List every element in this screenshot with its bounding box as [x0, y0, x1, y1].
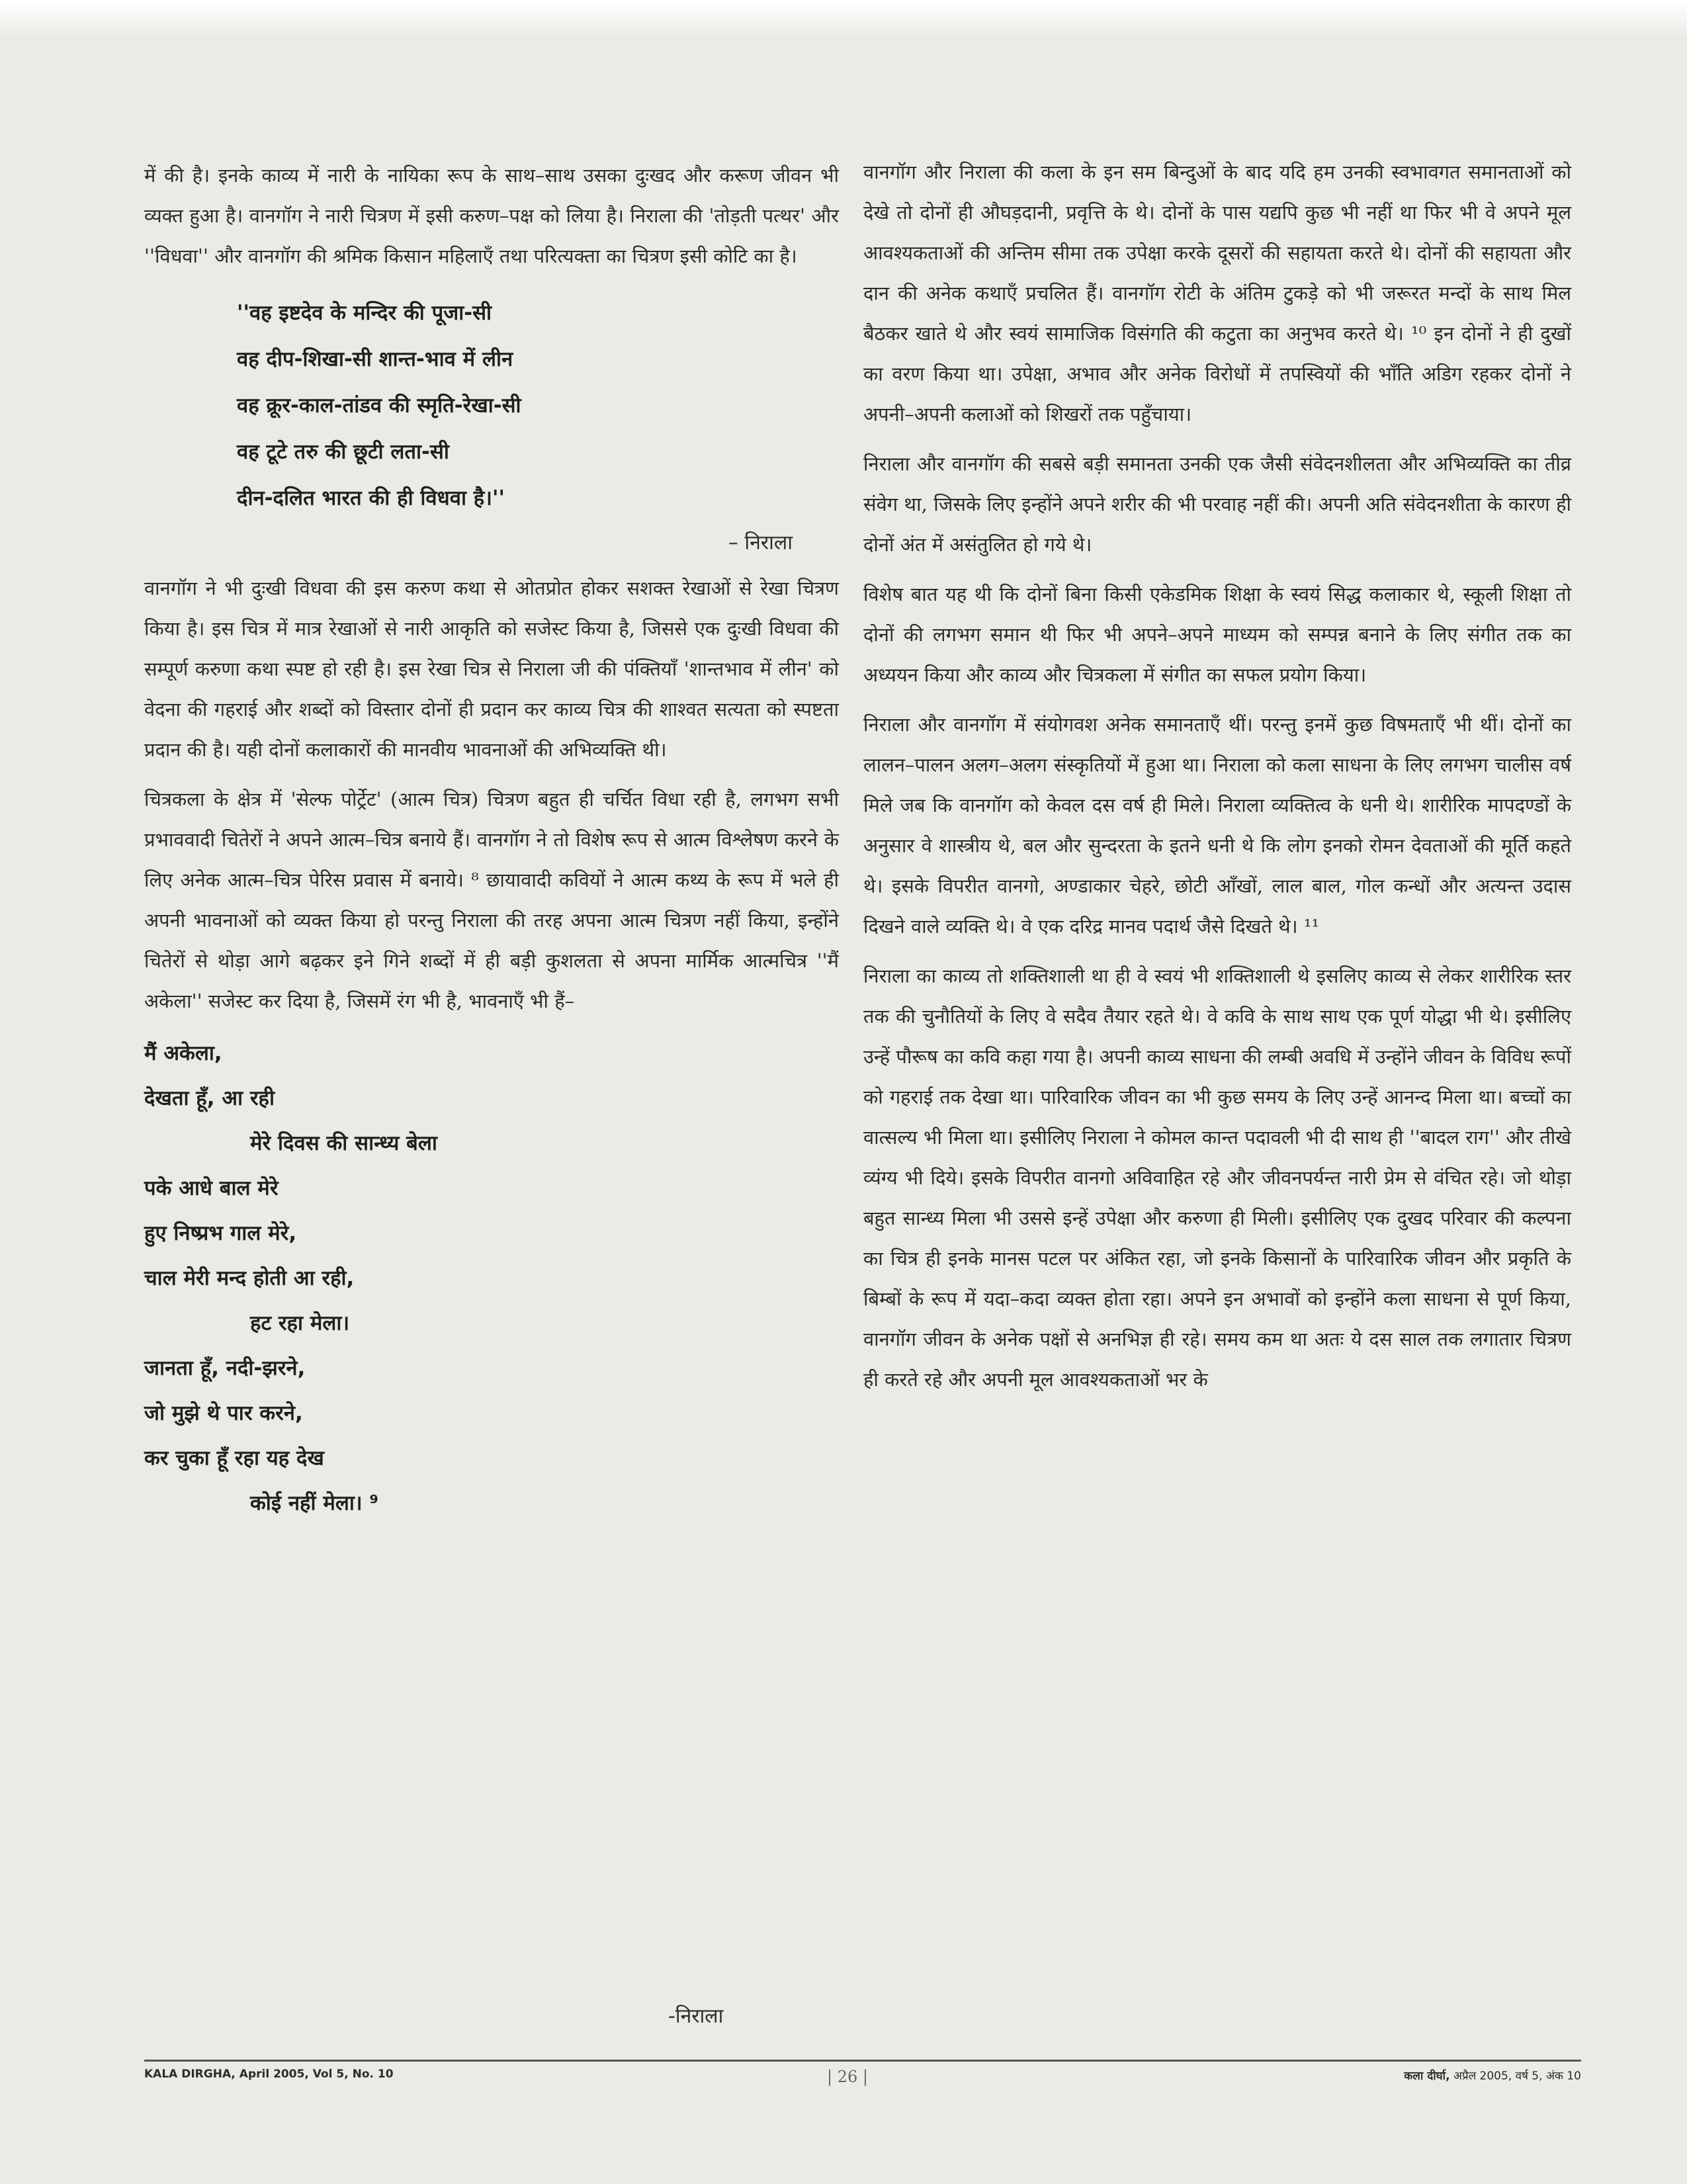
poem-attribution: – निराला: [728, 531, 793, 554]
poem-line: हुए निष्प्रभ गाल मेरे,: [144, 1221, 297, 1245]
poem-line: पके आधे बाल मेरे: [144, 1176, 279, 1200]
footer-rule: [144, 2060, 1581, 2062]
poem-line: जानता हूँ, नदी-झरने,: [144, 1356, 306, 1380]
right-paragraph-2: निराला और वानगॉग की सबसे बड़ी समानता उनकी एक जैसी संवेदनशीलता और अभिव्यक्ति का तीव्र संवेग था, जिसके लिए इन्होंने अपने शरीर की भी परवाह नहीं की। अपनी अति संवेदनशीता के कारण ही दोनों अंत में असंतुलित हो गये थे।: [863, 453, 1571, 556]
right-paragraph-3: विशेष बात यह थी कि दोनों बिना किसी एकेडमिक शिक्षा के स्वयं सिद्ध कलाकार थे, स्कूली शिक्षा तो दोनों की लगभग समान थी फिर भी अपने–अपने माध्यम को सम्पन्न बनाने के लिए संगीत तक का अध्ययन किया और काव्य और चित्रकला में संगीत का सफल प्रयोग किया।: [863, 583, 1571, 686]
poem-line: ''वह इष्टदेव के मन्दिर की पूजा-सी: [237, 301, 492, 325]
poem-line: हट रहा मेला।: [250, 1311, 350, 1335]
poem-line: मैं अकेला,: [144, 1041, 222, 1065]
footer-journal-title: कला दीर्घा,: [1404, 2070, 1450, 2083]
left-paragraph-2: वानगॉग ने भी दुःखी विधवा की इस करुण कथा से ओतप्रोत होकर सशक्त रेखाओं से रेखा चित्रण किया है। इस चित्र में मात्र रेखाओं से नारी आकृति को सजेस्ट किया है, जिससे एक दुःखी विधवा की सम्पूर्ण करुणा कथा स्पष्ट हो रही है। इस रेखा चित्र से निराला जी की पंक्तियाँ 'शान्तभाव में लीन' को वेदना की गहराई और शब्दों को विस्तार दोनों ही प्रदान कर काव्य चित्र की शाश्वत सत्यता को स्पष्टता प्रदान की है। यही दोनों कलाकारों की मानवीय भावनाओं की अभिव्यक्ति थी।: [144, 577, 839, 761]
poem-line: वह क्रूर-काल-तांडव की स्मृति-रेखा-सी: [237, 394, 521, 417]
right-paragraph-1: वानगॉग और निराला की कला के इन सम बिन्दुओं के बाद यदि हम उनकी स्वभावगत समानताओं को देखे तो दोनों ही औघड़दानी, प्रवृत्ति के थे। दोनों के पास यद्यपि कुछ भी नहीं था फिर भी वे अपने मूल आवश्यकताओं की अन्तिम सीमा तक उपेक्षा करके दूसरों की सहायता करते थे। दोनों की सहायता और दान की अनेक कथाएँ प्रचलित हैं। वानगॉग रोटी के अंतिम टुकड़े को भी जरूरत मन्दों के साथ मिल बैठकर खाते थे और स्वयं सामाजिक विसंगति की कटुता का अनुभव करते थे। ¹⁰ इन दोनों ने ही दुखों का वरण किया था। उपेक्षा, अभाव और अनेक विरोधों में तपस्वियों की भाँति अडिग रहकर दोनों ने अपनी–अपनी कलाओं को शिखरों तक पहुँचाया।: [863, 161, 1571, 425]
footer-journal-issue: अप्रैल 2005, वर्ष 5, अंक 10: [1449, 2070, 1581, 2083]
right-column: [863, 152, 1571, 1409]
poem-vidhwa: [237, 290, 839, 521]
page-number: | 26 |: [827, 2068, 868, 2086]
right-paragraph-5: निराला का काव्य तो शक्तिशाली था ही वे स्वयं भी शक्तिशाली थे इसलिए काव्य से लेकर शारीरिक स्तर तक की चुनौतियों के लिए वे सदैव तैयार रहते थे। वे कवि के साथ साथ एक पूर्ण योद्धा भी थे। इसीलिए उन्हें पौरूष का कवि कहा गया है। अपनी काव्य साधना की लम्बी अवधि में उन्होंने जीवन के विविध रूपों को गहराई तक देखा था। पारिवारिक जीवन का भी कुछ समय के लिए उन्हें आनन्द मिला था। बच्चों का वात्सल्य भी मिला था। इसीलिए निराला ने कोमल कान्त पदावली भी दी साथ ही ''बादल राग'' और तीखे व्यंग्य भी दिये। इसके विपरीत वानगो अविवाहित रहे और जीवनपर्यन्त नारी प्रेम से वंचित रहे। जो थोड़ा बहुत सान्ध्य मिला भी उससे इन्हें उपेक्षा और करुणा ही मिली। इसीलिए एक दुखद परिवार की कल्पना का चित्र ही इनके मानस पटल पर अंकित रहा, जो इनके किसानों के पारिवारिक जीवन और प्रकृति के बिम्बों के रूप में यदा–कदा व्यक्त होता रहा। अपने इन अभावों को इन्होंने कला साधना से पूर्ण किया, वानगॉग जीवन के अनेक पक्षों से अनभिज्ञ ही रहे। समय कम था अतः ये दस साल तक लगातार चित्रण ही करते रहे और अपनी मूल आवश्यकताओं भर के: [863, 965, 1571, 1391]
left-column: [144, 155, 839, 1526]
poem-line: कोई नहीं मेला। ⁹: [250, 1491, 379, 1515]
footer-journal-english: KALA DIRGHA, April 2005, Vol 5, No. 10: [144, 2068, 394, 2081]
poem-line: दीन-दलित भारत की ही विधवा है।'': [237, 486, 505, 510]
poem-line: मेरे दिवस की सान्ध्य बेला: [250, 1131, 437, 1155]
poem-line: कर चुका हूँ रहा यह देख: [144, 1446, 324, 1470]
poem-line: वह दीप-शिखा-सी शान्त-भाव में लीन: [237, 347, 513, 371]
right-paragraph-4: निराला और वानगॉग में संयोगवश अनेक समानताएँ थीं। परन्तु इनमें कुछ विषमताएँ भी थीं। दोनों का लालन–पालन अलग–अलग संस्कृतियों में हुआ था। निराला को कला साधना के लिए लगभग चालीस वर्ष मिले जब कि वानगॉग को केवल दस वर्ष ही मिले। निराला व्यक्तित्व के धनी थे। शारीरिक मापदण्डों के अनुसार वे शास्त्रीय थे, बल और सुन्दरता के इतने धनी थे कि लोग इनको रोमन देवताओं की मूर्ति कहते थे। इसके विपरीत वानगो, अण्डाकार चेहरे, छोटी आँखों, लाल बाल, गोल कन्धों और अत्यन्त उदास दिखने वाले व्यक्ति थे। वे एक दरिद्र मानव पदार्थ जैसे दिखते थे। ¹¹: [863, 713, 1571, 938]
page-edge: [0, 0, 1687, 40]
left-paragraph-3: चित्रकला के क्षेत्र में 'सेल्फ पोर्ट्रेट' (आत्म चित्र) चित्रण बहुत ही चर्चित विधा रही है, लगभग सभी प्रभाववादी चितेरों ने अपने आत्म–चित्र बनाये हैं। वानगॉग ने तो विशेष रूप से आत्म विश्लेषण करने के लिए अनेक आत्म–चित्र पेरिस प्रवास में बनाये। ⁸ छायावादी कवियों ने आत्म कथ्य के रूप में भले ही अपनी भावनाओं को व्यक्त किया हो परन्तु निराला की तरह अपना आत्म चित्रण नहीं किया, इन्होंने चितेरों से थोड़ा आगे बढ़कर इने गिने शब्दों में ही बड़ी कुशलता से अपना मार्मिक आत्मचित्र ''मैं अकेला'' सजेस्ट कर दिया है, जिसमें रंग भी है, भावनाएँ भी हैं–: [144, 788, 839, 1012]
poem-line: चाल मेरी मन्द होती आ रही,: [144, 1266, 355, 1290]
poem-line: वह टूटे तरु की छूटी लता-सी: [237, 440, 449, 464]
footer-journal-hindi: [1404, 2068, 1581, 2083]
poem-attribution: -निराला: [668, 2005, 724, 2028]
poem-line: देखता हूँ, आ रही: [144, 1086, 275, 1110]
poem-line: जो मुझे थे पार करने,: [144, 1401, 303, 1425]
poem-main-akela: [144, 1031, 839, 1526]
left-paragraph-1: में की है। इनके काव्य में नारी के नायिका रूप के साथ–साथ उसका दुःखद और करूण जीवन भी व्यक्त हुआ है। वानगॉग ने नारी चित्रण में इसी करुण–पक्ष को लिया है। निराला की 'तोड़ती पत्थर' और ''विधवा'' और वानगॉग की श्रमिक किसान महिलाएँ तथा परित्यक्ता का चित्रण इसी कोटि का है।: [144, 164, 839, 267]
